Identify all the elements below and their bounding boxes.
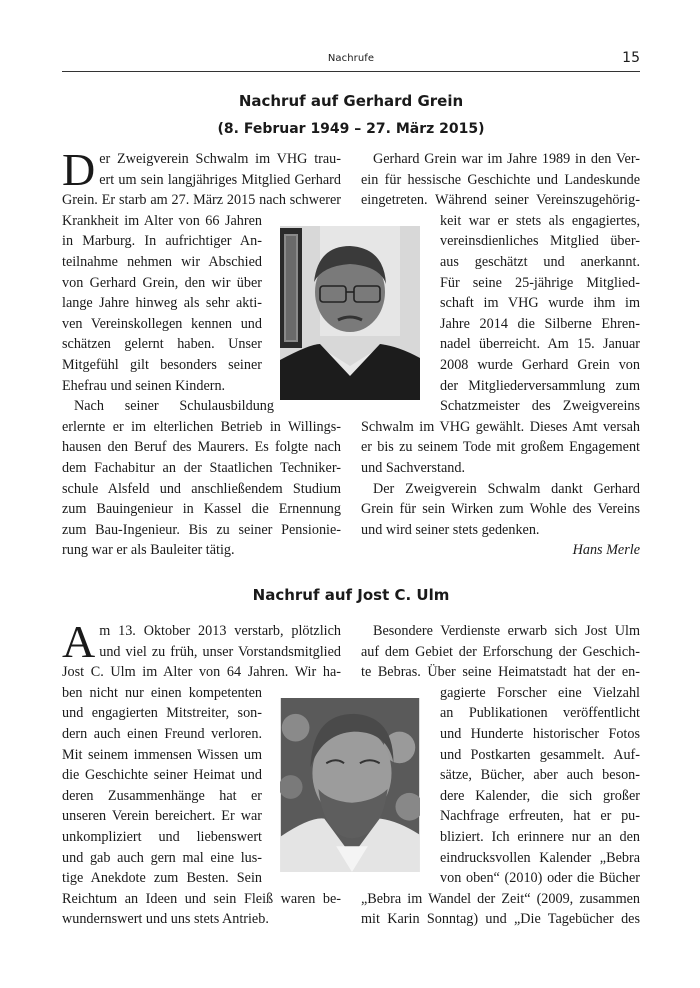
text-line: zum Bauingenieur in Kassel die Ernennung [62, 501, 341, 518]
obituary-2-photo [280, 698, 420, 872]
text-line: Jost C. Ulm im Alter von 64 Jahren. Wir ha- [62, 664, 341, 681]
text-line: ben nicht nur einen kompetenten [62, 684, 262, 701]
text-line: der Mitgliederversammlung zum [440, 377, 640, 394]
text-line: rung war er als Bauleiter tätig. [62, 542, 235, 559]
text-line: eingetreten. Während seiner Vereinszugehörig- [361, 192, 640, 209]
text-line: lange Jahre hinweg als sehr akti- [62, 295, 262, 312]
text-line: Schatzmeister des Zweigvereins [440, 398, 640, 415]
text-line: dere Kalender, die sich großer [440, 787, 640, 804]
obituary-2-title: Nachruf auf Jost C. Ulm [252, 586, 450, 604]
text-line: und gab auch gern mal eine lus- [62, 849, 262, 866]
running-title: Nachrufe [327, 53, 375, 64]
text-line: und viel zu früh, unser Vorstandsmitglied [99, 643, 341, 660]
text-line: Ehefrau und seinen Kindern. [62, 377, 226, 394]
text-line: 2008 wurde Gerhard Grein von [440, 356, 640, 373]
text-line: sätze, Bücher, aber auch beson- [440, 767, 640, 784]
text-line: unseren Verein bereichert. Er war [62, 808, 262, 825]
text-line: die Geschichte seiner Heimat und [62, 767, 262, 784]
text-line: dern auch einen Freund verloren. [62, 725, 262, 742]
text-line: „Bebra im Wandel der Zeit“ (2009, zusammen [361, 890, 640, 907]
drop-cap: A [62, 616, 96, 667]
text-line: gagierte Forscher eine Vielzahl [440, 684, 640, 701]
text-line: nadel überreicht. Am 15. Januar [440, 336, 640, 353]
text-line: schaft im VHG wurde ihm im [440, 295, 640, 312]
text-line: Nach seiner Schulausbildung [74, 398, 274, 415]
page-number: 15 [622, 50, 640, 66]
text-line: von oben“ (2010) oder die Bücher [440, 870, 640, 887]
text-line: und Hunderte historischer Fotos [440, 725, 640, 742]
text-line: Grein. Er starb am 27. März 2015 nach schwerer [62, 192, 341, 209]
obituary-1-photo [280, 226, 420, 400]
text-line: te Bebras. Über seine Heimatstadt hat der en- [361, 664, 640, 681]
text-line: deren Zusammenhänge hat er [62, 787, 262, 804]
text-line: Krankheit im Alter von 66 Jahren [62, 212, 262, 229]
running-header [62, 50, 640, 72]
text-line: zum Bau-Ingenieur. Bis zu seiner Pensionie- [62, 521, 341, 538]
obituary-1-title: Nachruf auf Gerhard Grein [238, 92, 464, 110]
text-line: und Sachverstand. [361, 459, 466, 476]
text-line: auf dem Gebiet der Erforschung der Geschich- [361, 643, 640, 660]
text-line: keit war er stets als engagiertes, [440, 212, 640, 229]
text-line: an Publikationen veröffentlicht [440, 705, 640, 722]
text-line: m 13. Oktober 2013 verstarb, plötzlich [99, 623, 341, 639]
text-line: erlernte er im elterlichen Betrieb in Willings- [62, 418, 341, 435]
text-line: vereinsdienliches Mitglied über- [440, 233, 640, 250]
text-line: Mit seinem immensen Wissen um [62, 746, 262, 763]
text-line: aus geschätzt und anerkannt. [440, 253, 640, 270]
text-line: Der Zweigverein Schwalm dankt Gerhard [373, 480, 640, 497]
text-line: Reichtum an Ideen und sein Fleiß waren be- [62, 890, 341, 907]
text-line: schätzen gelernt haben. Unser [62, 336, 262, 353]
text-line: Besondere Verdienste erwarb sich Jost Ulm [373, 623, 640, 639]
text-line: dem Fachabitur an der Staatlichen Techniker- [62, 459, 341, 476]
text-line: Grein für sein Wirken zum Wohle des Vereins [361, 501, 640, 518]
text-line: tige Anekdote zum Besten. Sein [62, 870, 262, 887]
obituary-1-dates: (8. Februar 1949 – 27. März 2015) [217, 121, 485, 137]
text-line: bliziert. Ich erinnere nur an den [440, 828, 640, 845]
text-line: er bis zu seinem Tode mit großem Engagement [361, 439, 640, 456]
text-line: Für seine 25-jährige Mitglied- [440, 274, 640, 291]
text-line: ven Vereinskollegen kennen und [62, 315, 262, 332]
text-line: und engagierten Mitstreiter, son- [62, 705, 262, 722]
header-rule [62, 71, 640, 72]
text-line: Nachfrage erfreuten, hat er pu- [440, 808, 640, 825]
text-line: und wird seiner stets gedenken. [361, 521, 540, 538]
author-signature: Hans Merle [572, 542, 640, 559]
text-line: in Marburg. In aufrichtiger An- [62, 233, 262, 250]
text-line: eindrucksvollen Kalender „Bebra [440, 849, 640, 866]
text-line: Schwalm im VHG gewählt. Dieses Amt versah [361, 418, 640, 435]
text-line: schule Alsfeld und anschließendem Studium [62, 480, 341, 497]
text-line: Gerhard Grein war im Jahre 1989 in den Ver- [373, 151, 640, 167]
text-line: wundernswert und uns stets Antrieb. [62, 911, 269, 928]
text-line: unkompliziert und liebenswert [62, 828, 262, 845]
text-line: er Zweigverein Schwalm im VHG trau- [99, 151, 341, 167]
text-line: mit Karin Sonntag) und „Die Tagebücher des [361, 911, 640, 928]
text-line: von Gerhard Grein, den wir über [62, 274, 262, 291]
text-line: ert um sein langjähriges Mitglied Gerhard [99, 171, 341, 188]
portrait-grein-image [280, 226, 420, 400]
portrait-ulm-image [280, 698, 420, 872]
text-line: Jahre 2014 die Silberne Ehren- [440, 315, 640, 332]
text-line: hausen den Beruf des Maurers. Es folgte nach [62, 439, 341, 456]
drop-cap: D [62, 144, 96, 195]
text-line: Mitgefühl gilt besonders seiner [62, 356, 262, 373]
text-line: ein für hessische Geschichte und Landeskunde [361, 171, 640, 188]
text-line: teilnahme nehmen wir Abschied [62, 253, 262, 270]
text-line: und Postkarten gesammelt. Auf- [440, 746, 640, 763]
